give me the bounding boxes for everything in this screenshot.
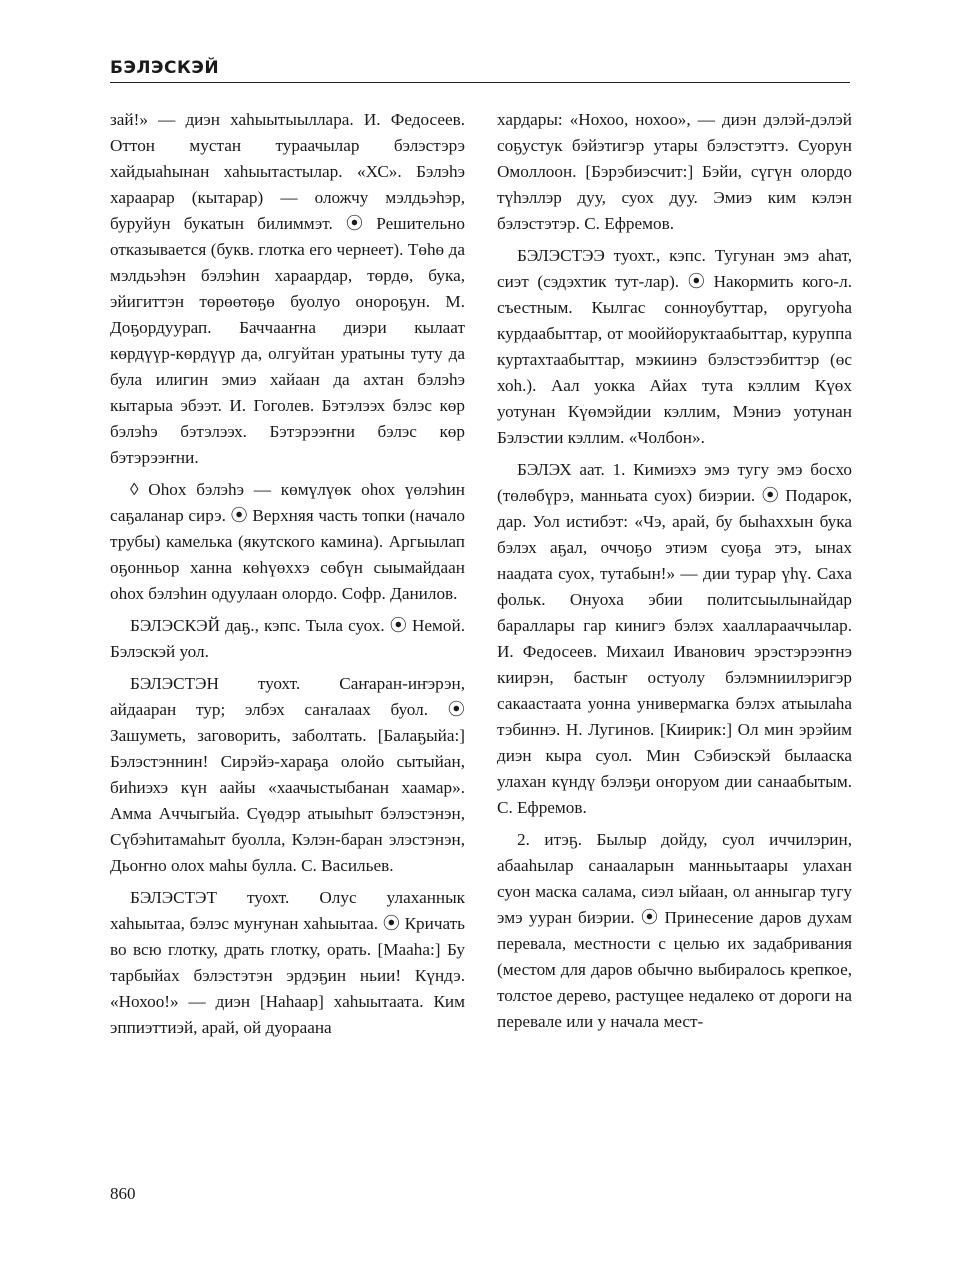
right-column: [497, 107, 852, 1041]
paragraph: ◊ Ohox бэлэһэ — көмүлүөк оһох үөлэһин саҕаланар сирэ. ⦿ Верхняя часть топки (начало трубы) камелька (якутского камина). Аргыылап оҕонньор ханна көһүөххэ сөбүн сыымайдаан оһох бэлэһин одуулаан олордо. Софр. Данилов.: [110, 480, 465, 603]
entry-belesskei: БЭЛЭСКЭЙ даҕ., кэпс. Тыла суох. ⦿ Немой. Бэлэскэй уол.: [110, 616, 465, 661]
page-header: [110, 58, 850, 83]
entry-belekh: БЭЛЭХ аат. 1. Кимиэхэ эмэ тугу эмэ босхо (төлөбүрэ, манньата суох) биэрии. ⦿ Подарок, дар. Уол истибэт: «Чэ, арай, бу быһаххын бука бэлэх аҕал, оччоҕо этиэм суоҕа этэ, ынах наадата суох, тутабын!» — дии турар үһү. Саха фольк. Онуоха эбии политсыылынайдар бараллары гар кинигэ бэлэх хаалларааччылар. И. Федосеев. Михаил Иванович эрэстэрээҥнэ киирэн, бастыҥ остуолу бэлэмниилэригэр сакаастаата уонна универмагка бэлэх атыылаһа тэбиннэ. Н. Лугинов. [Киирик:] Ол мин эрэйим диэн кыра суол. Мин Сэбиэскэй былааска улахан күндү бэлэҕи оҥоруом дии санаабытым. С. Ефремов.: [497, 460, 852, 817]
paragraph: зай!» — диэн хаһыытыыллара. И. Федосеев. Оттон мустан тураачылар бэлэстэрэ хайдыаһынан хаһыытастылар. «ХС». Бэлэһэ хараарар (кытарар) — оложчу мэлдьэһэр, буруйун букатын билиммэт. ⦿ Решительно отказывается (букв. глотка его чернеет). Төһө да мэлдьэһэн бэлэһин хараардар, төрдө, бука, эйигиттэн төрөөтөҕө буолуо онороҕун. М. Доҕордуурап. Баччааҥна диэри кылаат көрдүүр-көрдүүр да, олгуйтан уратыны туту да була илигин эмиэ хайаан да ахтан бэлэһэ кытарыа эбээт. И. Гоголев. Бэтэлээх бэлэс көр бэлэһэ бэтэлээх. Бэтэрээҥни бэлэс көр бэтэрээҥни.: [110, 110, 465, 467]
left-column: [110, 107, 465, 1047]
entry-beleste-t: БЭЛЭСТЭТ туохт. Олус улаханнык хаһыытаа, бэлэс муҥунан хаһыытаа. ⦿ Кричать во всю глотку, драть глотку, орать. [Мааһа:] Бу тарбыйах бэлэстэтэн эрдэҕин ньии! Күндэ. «Нохоо!» — диэн [Наһаар] хаһыытаата. Ким эппиэттиэй, арай, ой дуораана: [110, 888, 465, 1037]
entry-belesten: БЭЛЭСТЭН туохт. Саҥаран-иҥэрэн, айдааран тур; элбэх саҥалаах буол. ⦿ Зашуметь, заговорить, заболтать. [Балаҕыйа:] Бэлэстэннин! Сирэйэ-хараҕа олойо сытыйан, биһиэхэ күн аайы «хаачыстыбанан хаамар». Амма Аччыгыйа. Сүөдэр атыыһыт бэлэстэнэн, Сүбэһитамаһыт буолла, Кэлэн-баран элэстэнэн, Дьоҥно олох маһы булла. С. Васильев.: [110, 674, 465, 875]
page-number: 860: [110, 1184, 136, 1203]
running-head: БЭЛЭСКЭЙ: [110, 58, 220, 78]
paragraph: хардары: «Нохоо, нохоо», — диэн дэлэй-дэлэй соҕустук бэйэтигэр утары бэлэстэттэ. Суорун Омоллоон. [Бэрэбиэсчит:] Бэйи, сүгүн олордо түһэллэр дуу, суох дуу. Эмиэ ким кэлэн бэлэстэтэр. С. Ефремов.: [497, 110, 852, 233]
entry-belestee: БЭЛЭСТЭЭ туохт., кэпс. Тугунан эмэ аһат, сиэт (сэдэхтик тут-лар). ⦿ Накормить кого-л. съестным. Кылгас сонноубуттар, оругуоһа курдаабыттар, от мооййоруктаабыттар, куруппа куртахтаабыттар, мэкиинэ бэлэстээбиттэр (өс хоһ.). Аал уокка Айах тута кэллим Күөх уотунан Күөмэйдии кэллим, Мэниэ уотунан Бэлэстии кэллим. «Чолбон».: [497, 246, 852, 447]
paragraph: 2. итэҕ. Былыр дойду, суол иччилэрин, абааһылар санааларын манньытаары улахан суон маска салама, сиэл ыйаан, ол анныгар тугу эмэ ууран биэрии. ⦿ Принесение даров духам перевала, местности с целью их задабривания (местом для даров обычно выбиралось крепкое, толстое дерево, растущее недалеко от дороги на перевале или у начала мест-: [497, 830, 852, 1031]
